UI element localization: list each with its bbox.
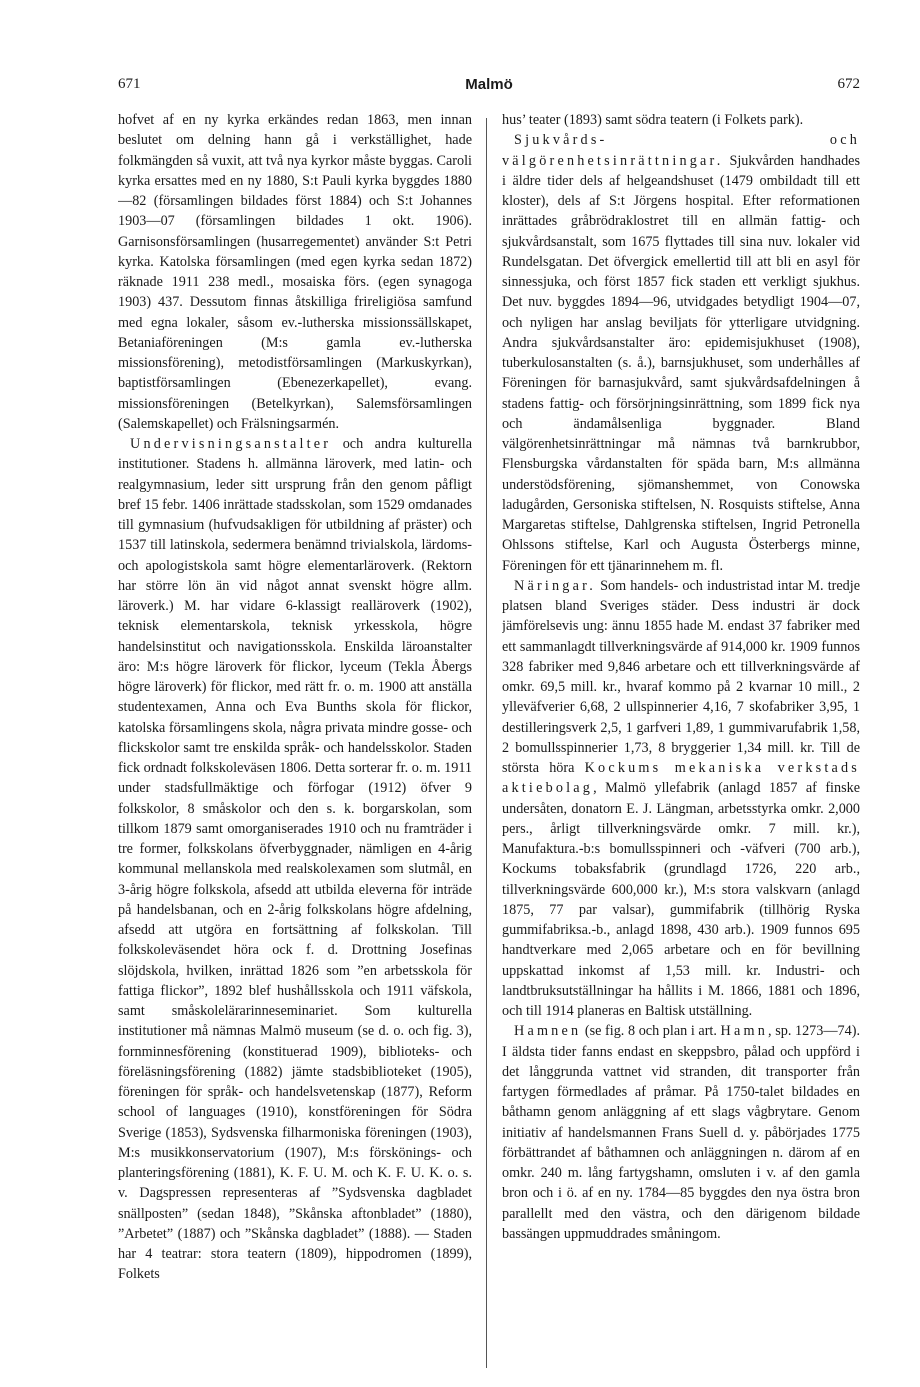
paragraph-theatre-end: hus’ teater (1893) samt södra teatern (i Folkets park). — [502, 112, 804, 128]
paragraph-church: hofvet af en ny kyrka erkändes redan 1863, men innan beslutet om delning hann gå i verkställighet, hade folkmängden så vuxit, att två nya kyrkor måste byggas. Caroli kyrka ersattes med en ny 1880, S:t Pauli kyrka byggdes 1880—82 (församlingen bildades först 1884) och S:t Johannes 1903—07 (församlingen bildades 1 okt. 1906). Garnisonsförsamlingen (husarregementet) använder S:t Petri kyrka. Katolska församlingen (med egen kyrka sedan 1872) räknade 1911 238 medl., mosaiska förs. (egen synagoga 1903) 437. Dessutom finnas åtskilliga frireligiösa samfund med egna lokaler, såsom ev.-lutherska missionssällskapet, Betaniaföreningen (M:s gamla ev.-lutherska missionsförening), metodistförsamlingen (Markuskyrkan), baptistförsamlingen (Ebenezerkapellet), evang. missionsföreningen (Betelkyrkan), Salemsförsamlingen (Salemskapellet) och Frälsningsarmén. — [118, 112, 472, 432]
page-number-left: 671 — [118, 76, 141, 92]
paragraph-education — [118, 434, 472, 1285]
running-title: Malmö — [465, 76, 513, 93]
section-heading-harbour: Hamnen — [514, 1023, 582, 1040]
paragraph-industry-rest: , Malmö yllefabrik (anlagd 1857 af finske undersåten, donatorn E. J. Längman, arbetsstyrka omkr. 2,000 pers., årligt tillverkningsvärde omkr. 7 mill. kr.), Manufaktura.-b:s bomullsspinneri och -väfveri (700 arb.), Kockums tobaksfabrik (grundlagd 1726, 220 arb., tillverkningsvärde 600,000 kr.), M:s stora valskvarn (anlagd 1875, 77 par valsar), gummifabrik (tillhörig Ryska gummifabriksa.-b., anlagd 1898, 430 arb.). 1909 funnos 695 handtverkare med 2,065 arbetare och en för bevillning uppskattad inkomst af 1,53 mill. kr. Industri- och landtbruksutställningar ha hållits i M. 1866, 1881 och 1896, och till 1914 planeras en Baltisk utställning. — [502, 780, 860, 1019]
paragraph-industry-text: Som handels- och industristad intar M. tredje platsen bland Sveriges städer. Dess industri är dock jämförelsevis ung: ännu 1855 hade M. endast 37 fabriker med ett sammanlagdt tillverkningsvärde af 914,000 kr. 1909 funnos 328 fabriker med 9,846 arbetare och ett tillverkningsvärde af omkr. 69,5 mill. kr., hvaraf kommo på 2 kvarnar 10 mill., 2 ylleväfverier 6,68, 2 ullspinnerier 4,16, 7 skofabriker 3,95, 1 destilleringsverk 2,5, 1 garfveri 1,89, 1 gummivarufabrik 1,58, 2 bomullsspinnerier 1,73, 8 bryggerier 1,34 mill. kr. Till de största höra — [502, 577, 860, 776]
section-heading-industry: Näringar. — [514, 577, 596, 594]
paragraph-harbour-text: , sp. 1273—74). I äldsta tider fanns endast en skeppsbro, pålad och uppförd i det långgrunda vattnet vid stranden, dit transporter från fartygen förmedlades af pråmar. På 1750-talet bildades en båthamn genom anläggning af ett slags vågbrytare. Genom initiativ af handelsmannen Frans Suell d. y. påbörjades 1775 förbättrandet af båthamnen och anläggningen n. därom af en omkr. 240 m. lång fartygshamn, omsluten i v. af den gamla bron och i ö. af en ny. 1784—85 byggdes den nya östra bron parallellt med den västra, och den därigenom bildade bassängen uppmuddrades småningom. — [502, 1023, 860, 1242]
section-heading-education: Undervisningsanstalter — [130, 436, 332, 452]
column-divider — [486, 118, 487, 1368]
right-column — [502, 110, 860, 1360]
paragraph-harbour-ref-prefix: (se fig. 8 och plan i art. — [581, 1023, 721, 1040]
paragraph-healthcare-text: Sjukvården handhades i äldre tider dels af helgeandshuset (1479 ombildadt till ett kloster), dels af S:t Jörgens hospital. Efter reformationen inrättades gråbrödraklostret till en allmän fattig- och sjukvårdsanstalt, som 1675 flyttades till sina nuv. lokaler vid Rundelsgatan. Det öfvergick emellertid till att bli en asyl för sinnessjuka, och först 1857 fick staden ett verkligt sjukhus. Det nuv. byggdes 1894—96, utvidgades betydligt 1904—07, och nyligen har anslag beviljats för ytterligare utvidgning. Andra sjukvårdsanstalter äro: epidemisjukhuset (1908), tuberkulosanstalten (s. å.), barnsjukhuset, som underhålles af Föreningen för barnasjukvård, samt sjukvårdsafdelningen å stadens fattig- och försörjningsinrättning, som 1899 fick nya och ändamålsenliga byggnader. Bland välgörenhetsinrättningar må nämnas två barnkrubbor, Flensburgska vårdanstalten för späda barn, M:s allmänna understödsförening, sjömanshemmet, von Conowska ladugården, Gersoniska stiftelsen, N. Rosquists stiftelse, Anna Margaretas stiftelse, Dahlgrenska stiftelsen, Ingrid Petronella Ohlssons stiftelse, Karl och Augusta Österbergs minne, Föreningen för ett tjänarinnehem m. fl. — [502, 152, 860, 574]
page-header — [118, 76, 860, 98]
paragraph-healthcare — [502, 130, 860, 576]
left-column — [118, 110, 472, 1360]
paragraph-industry — [502, 576, 860, 1022]
page-number-right: 672 — [837, 76, 860, 92]
company-name-kockums: Kockums mekaniska verkstads aktiebolag — [502, 760, 860, 797]
paragraph-harbour — [502, 1021, 860, 1244]
paragraph-education-text: och andra kulturella institutioner. Stadens h. allmänna läroverk, med latin- och realgymnasium, leder sitt ursprung från den genom påfligt bref 15 febr. 1406 inrättade stadsskolan, som 1529 omdanades till gymnasium (hufvudsakligen för utbildning af präster) och 1537 till latinskola, sedermera benämnd trivialskola, lärdoms- och apologistskola samt högre elementarläroverk. (Rektorn har större lön än vid något annat svenskt högre allm. läroverk.) M. har vidare 6-klassigt realläroverk (1902), teknisk elementarskola, teknisk yrkesskola, högre handelsinstitut och navigationsskola. Enskilda läroanstalter äro: M:s högre läroverk för flickor, lyceum (Tekla Åbergs högre läroverk) för flickor, med rätt fr. o. m. 1900 att anställa studentexamen, Anna och Eva Bunths skola för flickor, katolska församlingens skola, några privata mindre gosse- och flickskolor samt tre enskilda språk- och handelsskolor. Staden fick ordnadt folkskoleväsen 1806. Detta sorterar fr. o. m. 1911 under stadsfullmäktige och förfogar (1912) öfver 9 folkskolor, 8 småskolor och den s. k. borgarskolan, som tillkom 1879 samt omorganiserades 1910 och nu framträder i tre former, folkskolans öfverbyggnader, nämligen en 4-årig kommunal mellanskola med realskolexamen som slutmål, en 3-årig högre folkskola, afsedd att utbilda eleverna för inträde på handelsbanan, och en 2-årig folkskolans högre afdelning, afsedd att utgöra en fortsättning af folkskolan. Till folkskoleväsendet höra ock f. d. Drottning Josefinas slöjdskola, hvilken, inrättad 1826 som ”en arbetsskola för fattiga flickor”, 1892 blef hushållsskola och 1911 väfskola, samt småskolelärarinneseminariet. Som kulturella institutioner må nämnas Malmö museum (se d. o. och fig. 3), fornminnesförening (konstituerad 1909), biblioteks- och föreläsningsförening (1882) jämte stadsbiblioteket (1905), föreningen för språk- och handelsvetenskap (1877), Reform school of languages (1910), konstföreningen för Södra Sverige (1853), Sydsvenska filharmoniska föreningen (1903), M:s musikkonservatorium (1907), M:s förskönings- och planteringsförening (1881), K. F. U. M. och K. F. U. K. o. s. v. Dagspressen representeras af ”Sydsvenska dagbladet snällposten” (sedan 1848), ”Skånska aftonbladet” (1880), ”Arbetet” (1887) och ”Skånska dagbladet” (1888). — Staden har 4 teatrar: stora teatern (1809), hippodromen (1899), Folkets — [118, 436, 472, 1283]
cross-reference-hamn: Hamn — [720, 1023, 769, 1040]
section-heading-healthcare: Sjukvårds- och välgörenhetsinrättningar. — [502, 132, 860, 169]
